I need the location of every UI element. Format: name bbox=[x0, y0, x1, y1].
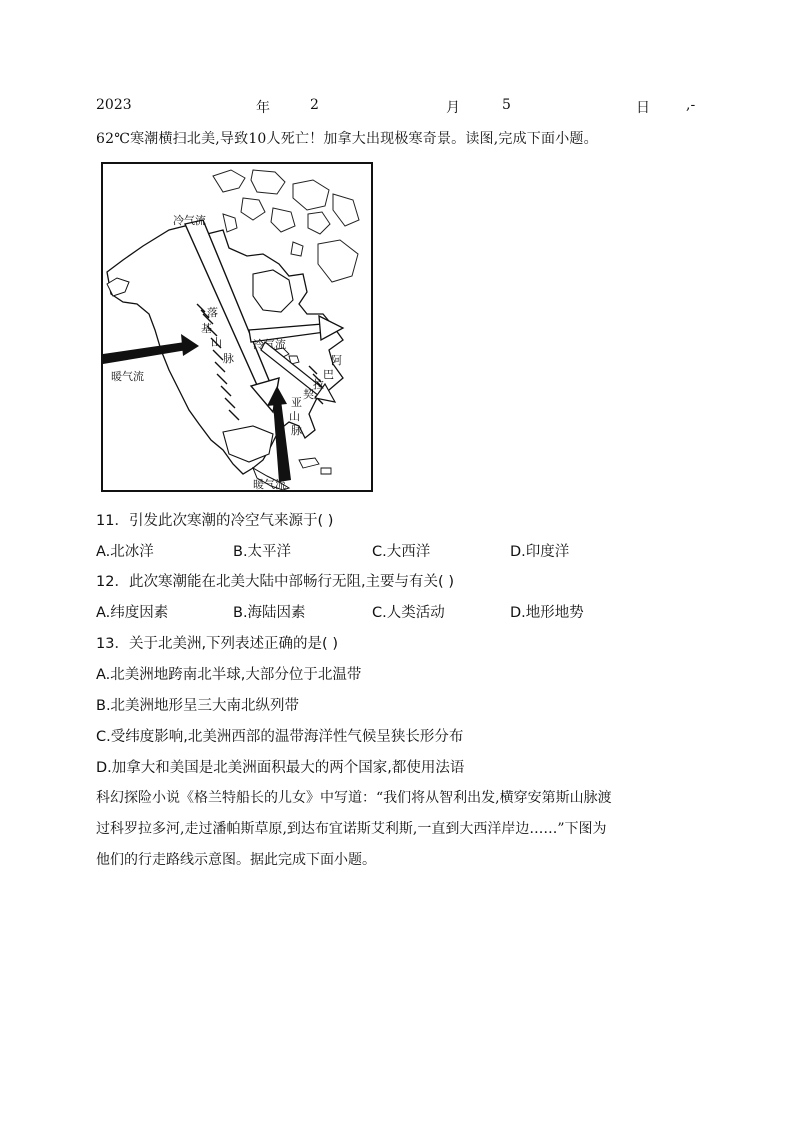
question-12-option-a[interactable]: A.纬度因素 bbox=[96, 605, 169, 621]
question-13-option-d[interactable]: D.加拿大和美国是北美洲面积最大的两个国家,都使用法语 bbox=[96, 760, 465, 776]
question-13-option-a[interactable]: A.北美洲地跨南北半球,大部分位于北温带 bbox=[96, 667, 362, 683]
appal-label-4: 契 bbox=[303, 388, 314, 401]
map-drawing bbox=[103, 164, 371, 490]
question-12-option-b[interactable]: B.海陆因素 bbox=[233, 605, 306, 621]
intro-day-char: 日 bbox=[636, 100, 650, 116]
intro-month-char: 月 bbox=[446, 100, 460, 116]
question-11-option-d[interactable]: D.印度洋 bbox=[510, 544, 570, 560]
cold-current-label-1: 冷气流 bbox=[173, 214, 206, 227]
appal-label-6: 山 bbox=[289, 410, 300, 423]
question-13-option-b[interactable]: B.北美洲地形呈三大南北纵列带 bbox=[96, 698, 300, 714]
warm-current-label-2: 暖气流 bbox=[253, 478, 286, 491]
question-11-stem: 11．引发此次寒潮的冷空气来源于( ) bbox=[96, 513, 334, 529]
appal-label-3: 拉 bbox=[313, 378, 324, 391]
intro-month-num: 2 bbox=[310, 97, 319, 113]
appal-label-1: 阿 bbox=[331, 354, 342, 367]
north-america-map bbox=[101, 162, 373, 492]
rocky-label-3: 山 bbox=[211, 336, 222, 349]
rocky-label-1: 落 bbox=[207, 306, 218, 319]
question-11-option-c[interactable]: C.大西洋 bbox=[372, 544, 431, 560]
passage-line-2: 过科罗拉多河,走过潘帕斯草原,到达布宜诺斯艾利斯,一直到大西洋岸边……”下图为 bbox=[96, 821, 607, 837]
appal-label-7: 脉 bbox=[291, 424, 302, 437]
question-11-option-a[interactable]: A.北冰洋 bbox=[96, 544, 154, 560]
passage-line-3: 他们的行走路线示意图。据此完成下面小题。 bbox=[96, 852, 376, 868]
intro-temp-prefix: ,- bbox=[686, 97, 696, 113]
rocky-label-4: 脉 bbox=[223, 352, 234, 365]
question-11-option-b[interactable]: B.太平洋 bbox=[233, 544, 292, 560]
intro-day-num: 5 bbox=[502, 97, 511, 113]
warm-current-label-1: 暖气流 bbox=[111, 370, 144, 383]
intro-date-line bbox=[96, 97, 700, 119]
question-13-stem: 13．关于北美洲,下列表述正确的是( ) bbox=[96, 636, 338, 652]
intro-year-char: 年 bbox=[256, 100, 270, 116]
appal-label-2: 巴 bbox=[323, 368, 334, 381]
appal-label-5: 亚 bbox=[291, 396, 302, 409]
cold-current-label-2: 冷气流 bbox=[253, 338, 286, 351]
question-13-option-c[interactable]: C.受纬度影响,北美洲西部的温带海洋性气候呈狭长形分布 bbox=[96, 729, 464, 745]
intro-text: 62℃寒潮横扫北美,导致10人死亡！加拿大出现极寒奇景。读图,完成下面小题。 bbox=[96, 131, 598, 147]
passage-line-1: 科幻探险小说《格兰特船长的儿女》中写道：“我们将从智利出发,横穿安第斯山脉渡 bbox=[96, 790, 612, 806]
question-12-option-d[interactable]: D.地形地势 bbox=[510, 605, 584, 621]
intro-year: 2023 bbox=[96, 97, 132, 113]
rocky-label-2: 基 bbox=[201, 322, 212, 335]
question-12-option-c[interactable]: C.人类活动 bbox=[372, 605, 445, 621]
question-12-stem: 12．此次寒潮能在北美大陆中部畅行无阻,主要与有关( ) bbox=[96, 574, 454, 590]
